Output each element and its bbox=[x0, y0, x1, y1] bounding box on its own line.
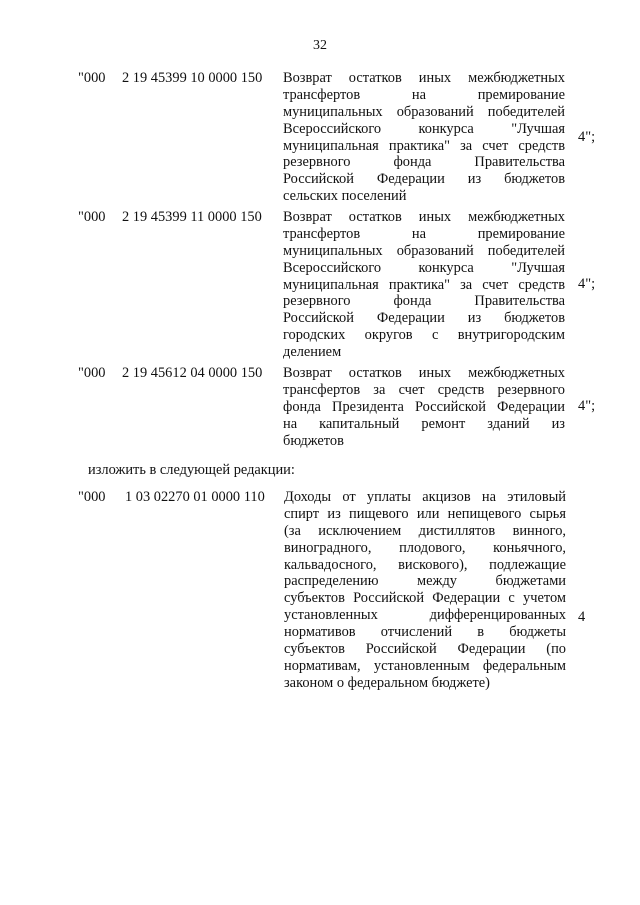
row-norm: 4"; bbox=[578, 276, 596, 292]
description-line: нормативов отчислений в бюджеты bbox=[284, 624, 566, 641]
row-description bbox=[284, 489, 566, 692]
description-line: Возврат остатков иных межбюджетных bbox=[283, 365, 565, 381]
description-line: субъектов Российской Федерации (по bbox=[284, 641, 566, 658]
description-line: Всероссийского конкурса "Лучшая bbox=[283, 120, 565, 137]
description-line: фонда Президента Российской Федерации bbox=[283, 398, 565, 415]
description-line: бюджетов bbox=[283, 432, 344, 449]
description-line: Возврат остатков иных межбюджетных bbox=[283, 70, 565, 86]
description-line: (за исключением дистиллятов винного, bbox=[284, 522, 566, 539]
description-line: виноградного, плодового, коньячного, bbox=[284, 539, 566, 556]
row-code: "000 bbox=[78, 365, 106, 381]
description-line: субъектов Российской Федерации с учетом bbox=[284, 590, 566, 607]
row-code: "000 bbox=[78, 209, 106, 225]
description-line: Доходы от уплаты акцизов на этиловый bbox=[284, 489, 566, 505]
row-kbk-code: 2 19 45399 10 0000 150 bbox=[122, 70, 263, 86]
description-line: на капитальный ремонт зданий из bbox=[283, 415, 565, 432]
description-line: трансфертов за счет средств резервного bbox=[283, 381, 565, 398]
description-line: муниципальных образований победителей bbox=[283, 103, 565, 120]
page-number: 32 bbox=[313, 38, 327, 53]
row-description bbox=[283, 70, 565, 205]
row-kbk-code: 2 19 45399 11 0000 150 bbox=[122, 209, 262, 225]
intro-text: изложить в следующей редакции: bbox=[88, 462, 295, 478]
row-kbk-code: 1 03 02270 01 0000 110 bbox=[125, 489, 265, 505]
description-line: трансфертов на премирование bbox=[283, 86, 565, 103]
row-kbk-code: 2 19 45612 04 0000 150 bbox=[122, 365, 263, 381]
description-line: Возврат остатков иных межбюджетных bbox=[283, 209, 565, 225]
row-code: "000 bbox=[78, 489, 106, 505]
description-line: делением bbox=[283, 344, 342, 361]
description-line: распределению между бюджетами bbox=[284, 573, 566, 590]
description-line: трансфертов на премирование bbox=[283, 225, 565, 242]
description-line: резервного фонда Правительства bbox=[283, 154, 565, 171]
description-line: муниципальных образований победителей bbox=[283, 242, 565, 259]
description-line: установленных дифференцированных bbox=[284, 607, 566, 624]
description-line: кальвадосного, вискового), подлежащие bbox=[284, 556, 566, 573]
description-line: сельских поселений bbox=[283, 188, 407, 205]
row-code: "000 bbox=[78, 70, 106, 86]
row-norm: 4"; bbox=[578, 129, 596, 145]
description-line: городских округов с внутригородским bbox=[283, 327, 565, 344]
row-norm: 4"; bbox=[578, 398, 596, 414]
row-norm: 4 bbox=[578, 609, 586, 625]
description-line: Российской Федерации из бюджетов bbox=[283, 310, 565, 327]
description-line: муниципальная практика" за счет средств bbox=[283, 276, 565, 293]
description-line: спирт из пищевого или непищевого сырья bbox=[284, 505, 566, 522]
row-description bbox=[283, 365, 565, 449]
description-line: нормативам, установленным федеральным bbox=[284, 657, 566, 674]
description-line: законом о федеральном бюджете) bbox=[284, 674, 490, 691]
row-description bbox=[283, 209, 565, 361]
description-line: Российской Федерации из бюджетов bbox=[283, 171, 565, 188]
description-line: резервного фонда Правительства bbox=[283, 293, 565, 310]
description-line: муниципальная практика" за счет средств bbox=[283, 137, 565, 154]
description-line: Всероссийского конкурса "Лучшая bbox=[283, 259, 565, 276]
